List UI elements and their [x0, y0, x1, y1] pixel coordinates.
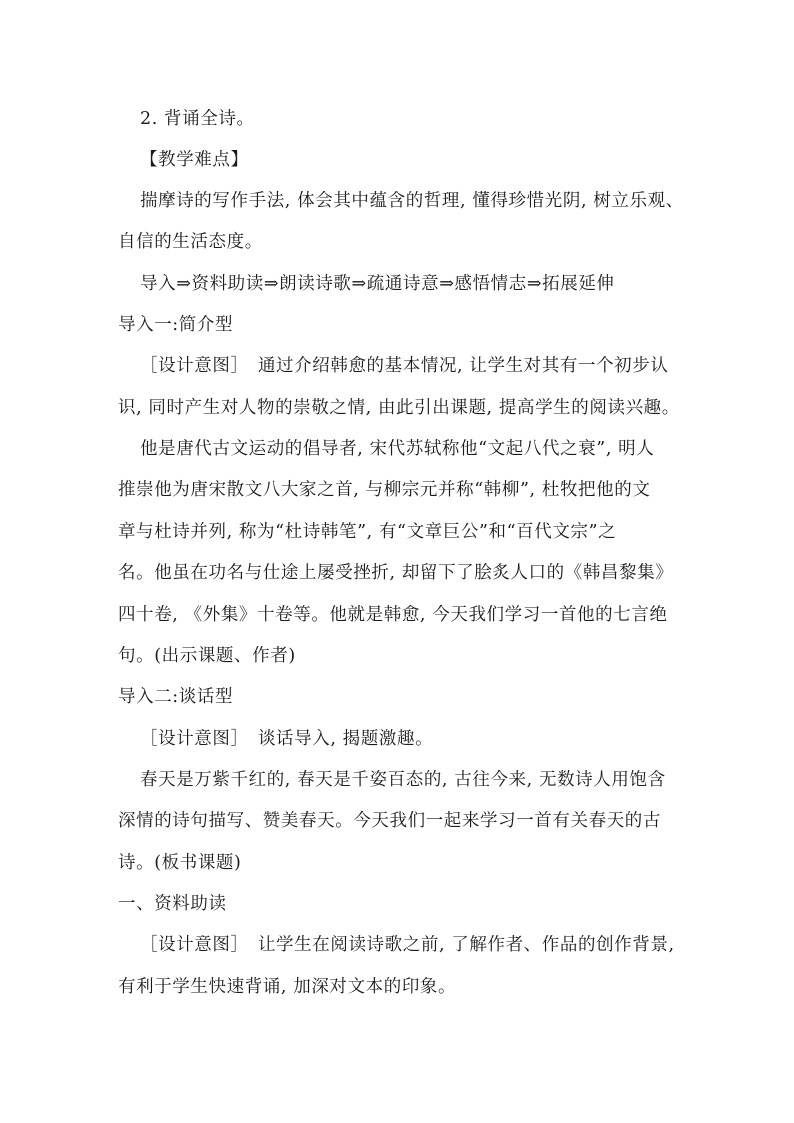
recite-item: 2. 背诵全诗。: [140, 109, 255, 129]
intro1-body-line-2: 推崇他为唐宋散文八大家之首, 与柳宗元并称“韩柳”, 杜牧把他的文: [118, 480, 651, 500]
intro1-heading: 导入一:简介型: [118, 315, 234, 335]
intro2-body-line-2: 深情的诗句描写、赞美春天。今天我们一起来学习一首有关春天的古: [118, 811, 661, 831]
difficulty-text-line-2: 自信的生活态度。: [118, 232, 263, 252]
intro1-design-intent-line-2: 识, 同时产生对人物的崇敬之情, 由此引出课题, 提高学生的阅读兴趣。: [118, 398, 680, 418]
section1-design-intent-line-1: ［设计意图］ 让学生在阅读诗歌之前, 了解作者、作品的创作背景,: [140, 935, 675, 955]
intro1-body-line-1: 他是唐代古文运动的倡导者, 宋代苏轼称他“文起八代之衰”, 明人: [140, 439, 655, 459]
intro2-body-line-3: 诗。(板书课题): [118, 853, 242, 873]
intro1-body-line-3: 章与杜诗并列, 称为“杜诗韩笔”, 有“文章巨公”和“百代文宗”之: [118, 522, 617, 542]
intro1-body-line-6: 句。(出示课题、作者): [118, 646, 296, 666]
difficulty-text-line-1: 揣摩诗的写作手法, 体会其中蕴含的哲理, 懂得珍惜光阴, 树立乐观、: [140, 191, 684, 211]
intro1-body-line-4: 名。他虽在功名与仕途上屡受挫折, 却留下了脍炙人口的《韩昌黎集》: [118, 563, 674, 583]
intro2-design-intent: ［设计意图］ 谈话导入, 揭题激趣。: [140, 729, 434, 749]
intro2-body-line-1: 春天是万紫千红的, 春天是千姿百态的, 古往今来, 无数诗人用饱含: [140, 770, 666, 790]
teaching-flow: 导入⇒资料助读⇒朗读诗歌⇒疏通诗意⇒感悟情志⇒拓展延伸: [140, 274, 615, 294]
intro2-heading: 导入二:谈话型: [118, 687, 234, 707]
intro1-body-line-5: 四十卷, 《外集》十卷等。他就是韩愈, 今天我们学习一首他的七言绝: [118, 605, 668, 625]
intro1-design-intent-line-1: ［设计意图］ 通过介绍韩愈的基本情况, 让学生对其有一个初步认: [140, 356, 669, 376]
difficulty-heading: 【教学难点】: [140, 150, 249, 170]
section1-design-intent-line-2: 有利于学生快速背诵, 加深对文本的印象。: [118, 977, 457, 997]
section1-heading: 一、资料助读: [118, 894, 227, 914]
